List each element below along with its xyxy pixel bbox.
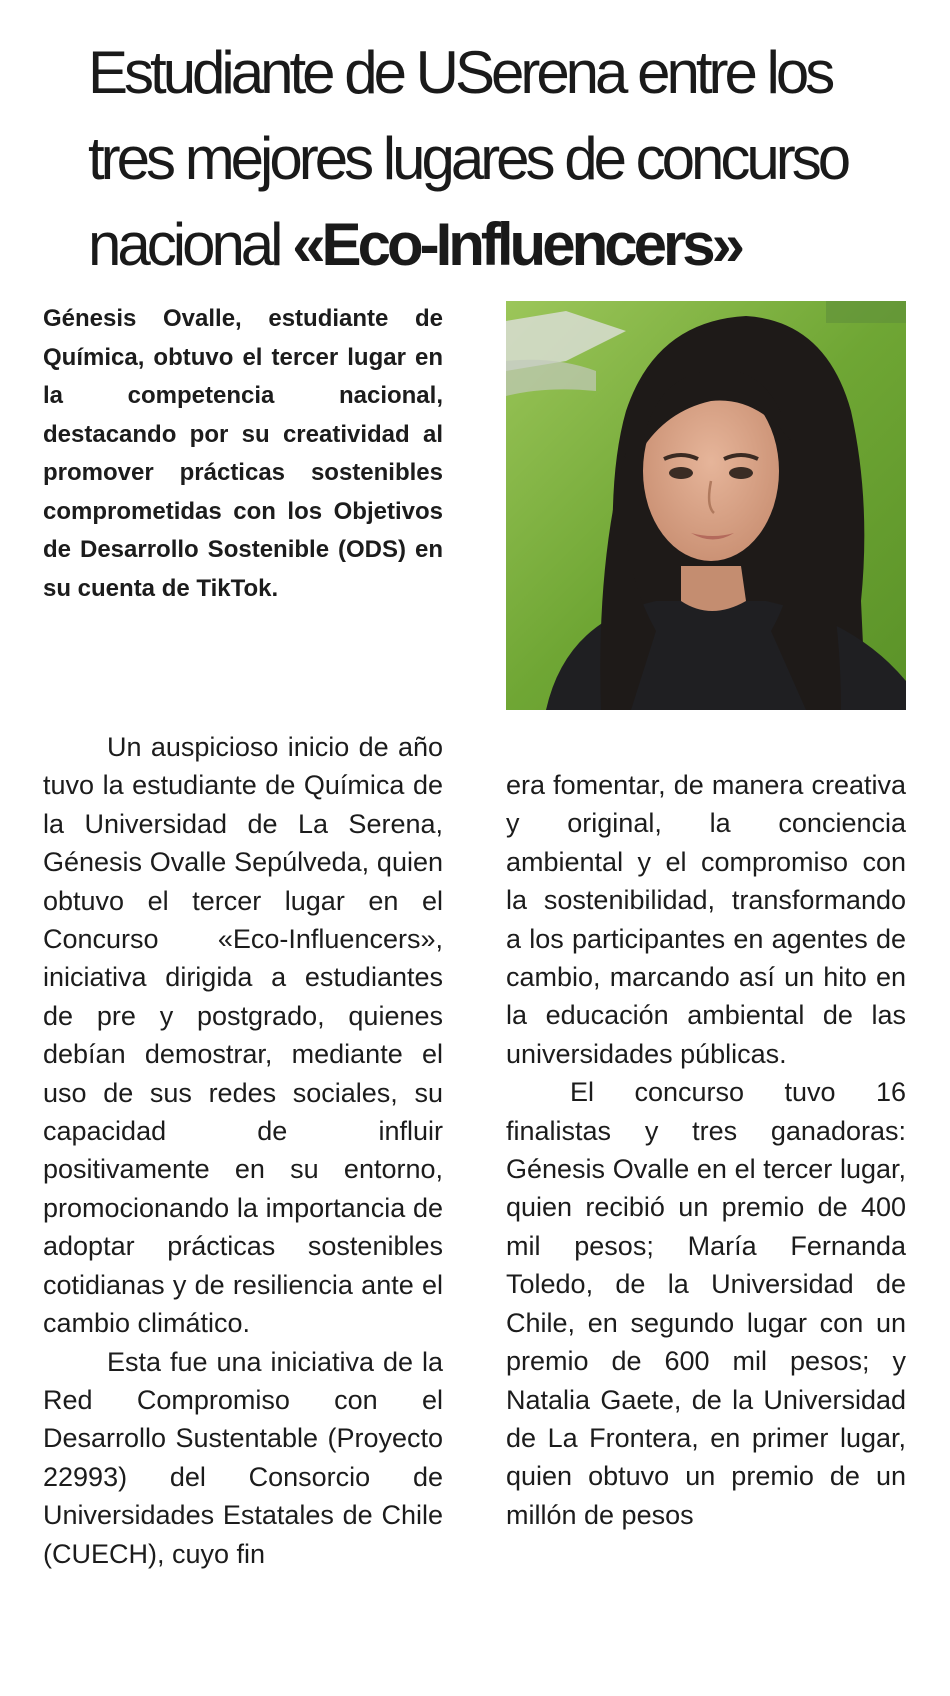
- portrait-illustration: [506, 301, 906, 710]
- body-paragraph: El concurso tuvo 16 finalistas y tres ganadoras: Génesis Ovalle en el tercer lugar, quien recibió un premio de 400 mil pesos; María Fernanda Toledo, de la Universidad de Chile, en segundo lugar con un premio de 600 mil pesos; y Natalia Gaete, de la Universidad de La Frontera, en primer lugar, quien obtuvo un premio de un millón de pesos: [506, 1077, 906, 1530]
- body-paragraph: Un auspicioso inicio de año tuvo la estudiante de Química de la Universidad de La Serena, Génesis Ovalle Sepúlveda, quien obtuvo el tercer lugar en el Concurso «Eco-Influencers», iniciativa dirigida a estudiantes de pre y postgrado, quienes debían demostrar, mediante el uso de sus redes sociales, su capacidad de influir positivamente en su entorno, promocionando la importancia de adoptar prácticas sostenibles cotidianas y de resiliencia ante el cambio climático.: [43, 732, 443, 1339]
- body-paragraph: era fomentar, de manera creativa y original, la conciencia ambiental y el compromiso con la sostenibilidad, transformando a los participantes en agentes de cambio, marcando así un hito en la educación ambiental de las universidades públicas.: [506, 770, 906, 1069]
- body-column-left: [43, 728, 443, 1573]
- headline-regular: Estudiante de USerena entre los tres mejores lugares de concurso nacional: [88, 39, 848, 278]
- body-column-right: [506, 766, 906, 1534]
- lead-paragraph: Génesis Ovalle, estudiante de Química, obtuvo el tercer lugar en la competencia nacional, destacando por su creatividad al promover prácticas sostenibles comprometidas con los Objetivos de Desarrollo Sostenible (ODS) en su cuenta de TikTok.: [43, 305, 443, 602]
- body-paragraph: Esta fue una iniciativa de la Red Compromiso con el Desarrollo Sustentable (Proyecto 22993) del Consorcio de Universidades Estatales de Chile (CUECH), cuyo fin: [43, 1346, 443, 1569]
- headline: [88, 30, 908, 288]
- student-portrait-photo: [506, 301, 906, 710]
- headline-bold: «Eco-Influencers»: [292, 211, 742, 278]
